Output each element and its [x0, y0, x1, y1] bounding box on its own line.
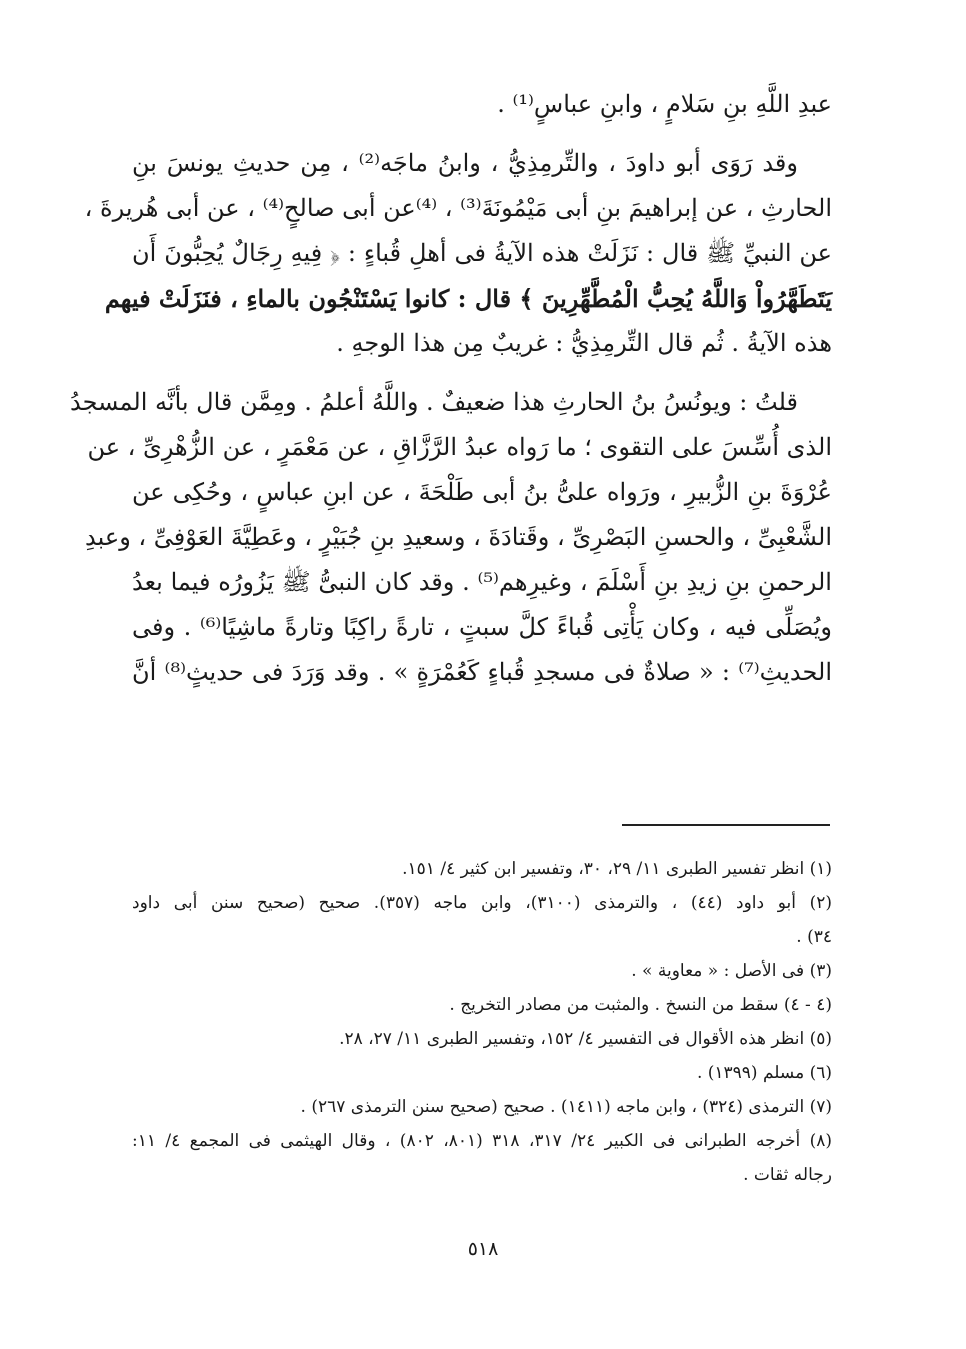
footnote-1: (١) انظر تفسير الطبرى ١١/ ٢٩، ٣٠، وتفسير ابن كثير ٤/ ١٥١.	[402, 859, 832, 879]
footnote-3: (٣) فى الأصل : « معاوية » .	[631, 961, 832, 981]
footnotes	[132, 852, 832, 1192]
text-line: هذه الآيةُ . ثُم قال التِّرمِذِيُّ : غريبٌ مِن هذا الوجهِ .	[336, 329, 832, 357]
page-number: ٥١٨	[467, 1238, 499, 1260]
footnote-6: (٦) مسلم (١٣٩٩) .	[696, 1063, 832, 1083]
text-line: قلتُ : ويونُسُ بنُ الحارثِ هذا ضعيفٌ . واللَّهُ أعلمُ . ومِمَّن قال بأنَّه المسجدُ	[70, 388, 798, 416]
text-line: عُرْوَةَ بنِ الزُّبيرِ ، ورَواه علىُّ بنُ أبى طَلْحَةَ ، عن ابنِ عباسٍ ، وحُكِى عن	[132, 478, 832, 506]
text-line: عبدِ اللَّهِ بنِ سَلامٍ ، وابنِ عباسٍ⁽¹⁾ .	[497, 90, 832, 118]
text-line: الذى أُسِّسَ على التقوى ؛ ما رَواه عبدُ الرَّزَّاقِ ، عن مَعْمَرٍ ، عن الزُّهْرِىِّ ، عن	[87, 433, 832, 461]
footnote-4: (٤ - ٤) سقط من النسخ . والمثبت من مصادر التخريج .	[449, 995, 832, 1015]
footnote-separator	[622, 824, 830, 826]
text-line: عن النبيِّ ﷺ قال : نَزَلَتْ هذه الآيةُ فى أهلِ قُباءٍ : ﴿ فِيهِ رِجَالٌ يُحِبُّونَ أَن	[132, 239, 832, 267]
text-line: الحديثِ⁽⁷⁾ : « صلاةٌ فى مسجدِ قُباءٍ كَعُمْرَةٍ » . وقد وَرَدَ فى حديثٍ⁽⁸⁾ أنَّ	[132, 658, 832, 686]
text-line: يَتَطَهَّرُواْ وَاللَّهُ يُحِبُّ الْمُطَّهِّرِينَ ﴾ قال : كانوا يَسْتَنْجُون بالماءِ ، فنَزَلَتْ فيهم	[104, 284, 832, 313]
footnote-7: (٧) الترمذى (٣٢٤) ، وابن ماجه (١٤١١) . صحيح (صحيح سنن الترمذى ٢٦٧) .	[300, 1097, 832, 1117]
text-line: ويُصَلِّى فيه ، وكان يَأْتِى قُباءً كلَّ سبتٍ ، تارةً راكِبًا وتارةً ماشِيًا⁽⁶⁾ . وفى	[132, 613, 832, 641]
footnote-8: (٨) أخرجه الطبرانى فى الكبير ٢٤/ ٣١٧، ٣١٨ (٨٠١، ٨٠٢) ، وقال الهيثمى فى المجمع ٤/ ١١:	[132, 1131, 832, 1151]
main-text	[70, 82, 832, 695]
footnote-8-cont: رجاله ثقات .	[743, 1165, 832, 1185]
text-line: الشَّعْبِىِّ ، والحسنِ البَصْرِىِّ ، وقَتادَةَ ، وسعيدِ بنِ جُبَيْرٍ ، وعَطِيَّةَ العَوْفِىِّ ، وعبدِ	[85, 523, 832, 551]
text-line: وقد رَوَى أبو داودَ ، والتِّرمِذِيُّ ، وابنُ ماجَه⁽²⁾ ، مِن حديثِ يونسَ بنِ	[132, 149, 798, 177]
text-line: الرحمنِ بنِ زيدِ بنِ أَسْلَمَ ، وغيرِهم⁽⁵⁾ . وقد كان النبىُّ ﷺ يَزُورُه فيما بعدُ	[132, 568, 832, 596]
footnote-5: (٥) انظر هذه الأقوال فى التفسير ٤/ ١٥٢، وتفسير الطبرى ١١/ ٢٧، ٢٨.	[339, 1029, 832, 1049]
footnote-2: (٢) أبو داود (٤٤) ، والترمذى (٣١٠٠)، وابن ماجه (٣٥٧). صحيح (صحيح سنن أبى داود	[132, 893, 832, 913]
text-line: الحارثِ ، عن إبراهيمَ بنِ أبى مَيْمُونَةَ⁽³⁾ ، ⁽⁴⁾عن أبى صالحٍ⁽⁴⁾ ، عن أبى هُريرةَ ،	[84, 194, 832, 222]
footnote-2-cont: ٣٤) .	[796, 927, 832, 947]
